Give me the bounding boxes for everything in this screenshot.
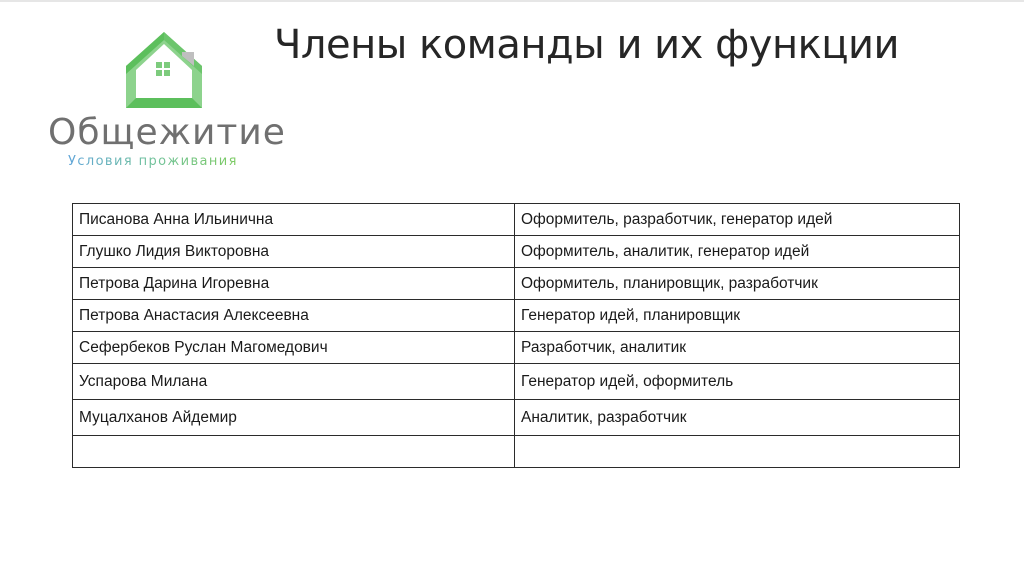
team-table <box>72 203 960 468</box>
member-role <box>515 436 960 468</box>
logo-tagline: Условия проживания <box>68 154 238 169</box>
member-name <box>73 436 515 468</box>
table-row <box>73 236 960 268</box>
member-role: Оформитель, разработчик, генератор идей <box>515 204 960 236</box>
member-name: Петрова Анастасия Алексеевна <box>73 300 515 332</box>
member-role: Разработчик, аналитик <box>515 332 960 364</box>
table-row <box>73 436 960 468</box>
table-row <box>73 400 960 436</box>
table-row <box>73 332 960 364</box>
member-name: Успарова Милана <box>73 364 515 400</box>
table-row <box>73 204 960 236</box>
house-icon <box>122 30 206 110</box>
member-role: Оформитель, аналитик, генератор идей <box>515 236 960 268</box>
member-role: Аналитик, разработчик <box>515 400 960 436</box>
member-role: Генератор идей, планировщик <box>515 300 960 332</box>
logo <box>44 30 284 180</box>
member-name: Сефербеков Руслан Магомедович <box>73 332 515 364</box>
table-row <box>73 268 960 300</box>
table-row <box>73 300 960 332</box>
member-name: Глушко Лидия Викторовна <box>73 236 515 268</box>
table-row <box>73 364 960 400</box>
member-name: Писанова Анна Ильинична <box>73 204 515 236</box>
member-name: Петрова Дарина Игоревна <box>73 268 515 300</box>
member-role: Генератор идей, оформитель <box>515 364 960 400</box>
member-name: Муцалханов Айдемир <box>73 400 515 436</box>
page-title: Члены команды и их функции <box>274 22 899 68</box>
member-role: Оформитель, планировщик, разработчик <box>515 268 960 300</box>
top-divider <box>0 0 1024 2</box>
logo-name: Общежитие <box>48 112 286 153</box>
